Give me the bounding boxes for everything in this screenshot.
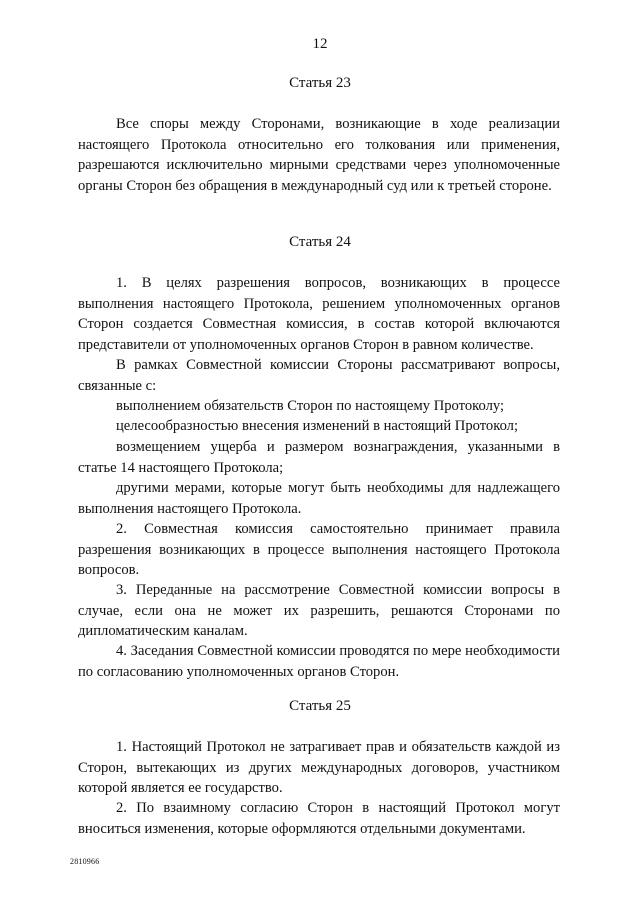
article-24-list-item-3: возмещением ущерба и размером вознаграждения, указанными в статье 14 настоящего Протокола; <box>78 439 560 476</box>
article-24-paragraph-2: В рамках Совместной комиссии Стороны рассматривают вопросы, связанные с: <box>78 357 560 394</box>
article-24-paragraph-5: 4. Заседания Совместной комиссии проводятся по мере необходимости по согласованию уполномоченных органов Сторон. <box>78 643 560 680</box>
article-23-paragraph-1: Все споры между Сторонами, возникающие в ходе реализации настоящего Протокола относительно его толкования или применения, разрешаются исключительно мирными средствами через уполномоченные органы Сторон без обращения в международный суд или к третьей стороне. <box>78 116 560 194</box>
article-25-paragraph-1: 1. Настоящий Протокол не затрагивает прав и обязательств каждой из Сторон, вытекающих из других международных договоров, участником которой является ее государство. <box>78 739 560 796</box>
article-24-title: Статья 24 <box>289 234 351 250</box>
article-24-list-item-4: другими мерами, которые могут быть необходимы для надлежащего выполнения настоящего Протокола. <box>78 480 560 517</box>
article-24-list-item-1: выполнением обязательств Сторон по настоящему Протоколу; <box>116 398 505 414</box>
article-25-paragraph-2: 2. По взаимному согласию Сторон в настоящий Протокол могут вноситься изменения, которые оформляются отдельными документами. <box>78 800 560 837</box>
article-24-paragraph-1: 1. В целях разрешения вопросов, возникающих в процессе выполнения настоящего Протокола, решением уполномоченных органов Сторон создается Совместная комиссия, в состав которой включаются представители от уполномоченных органов Сторон в равном количестве. <box>78 275 560 353</box>
page-number: 12 <box>312 36 328 52</box>
article-23-title: Статья 23 <box>289 75 351 91</box>
article-25-title: Статья 25 <box>289 698 351 714</box>
document-code: 2810966 <box>70 857 100 866</box>
article-24-paragraph-3: 2. Совместная комиссия самостоятельно принимает правила разрешения возникающих в процессе выполнения настоящего Протокола вопросов. <box>78 521 560 578</box>
article-24-paragraph-4: 3. Переданные на рассмотрение Совместной комиссии вопросы в случае, если она не может их разрешить, решаются Сторонами по дипломатическим каналам. <box>78 582 560 639</box>
article-24-list-item-2: целесообразностью внесения изменений в настоящий Протокол; <box>116 418 519 434</box>
